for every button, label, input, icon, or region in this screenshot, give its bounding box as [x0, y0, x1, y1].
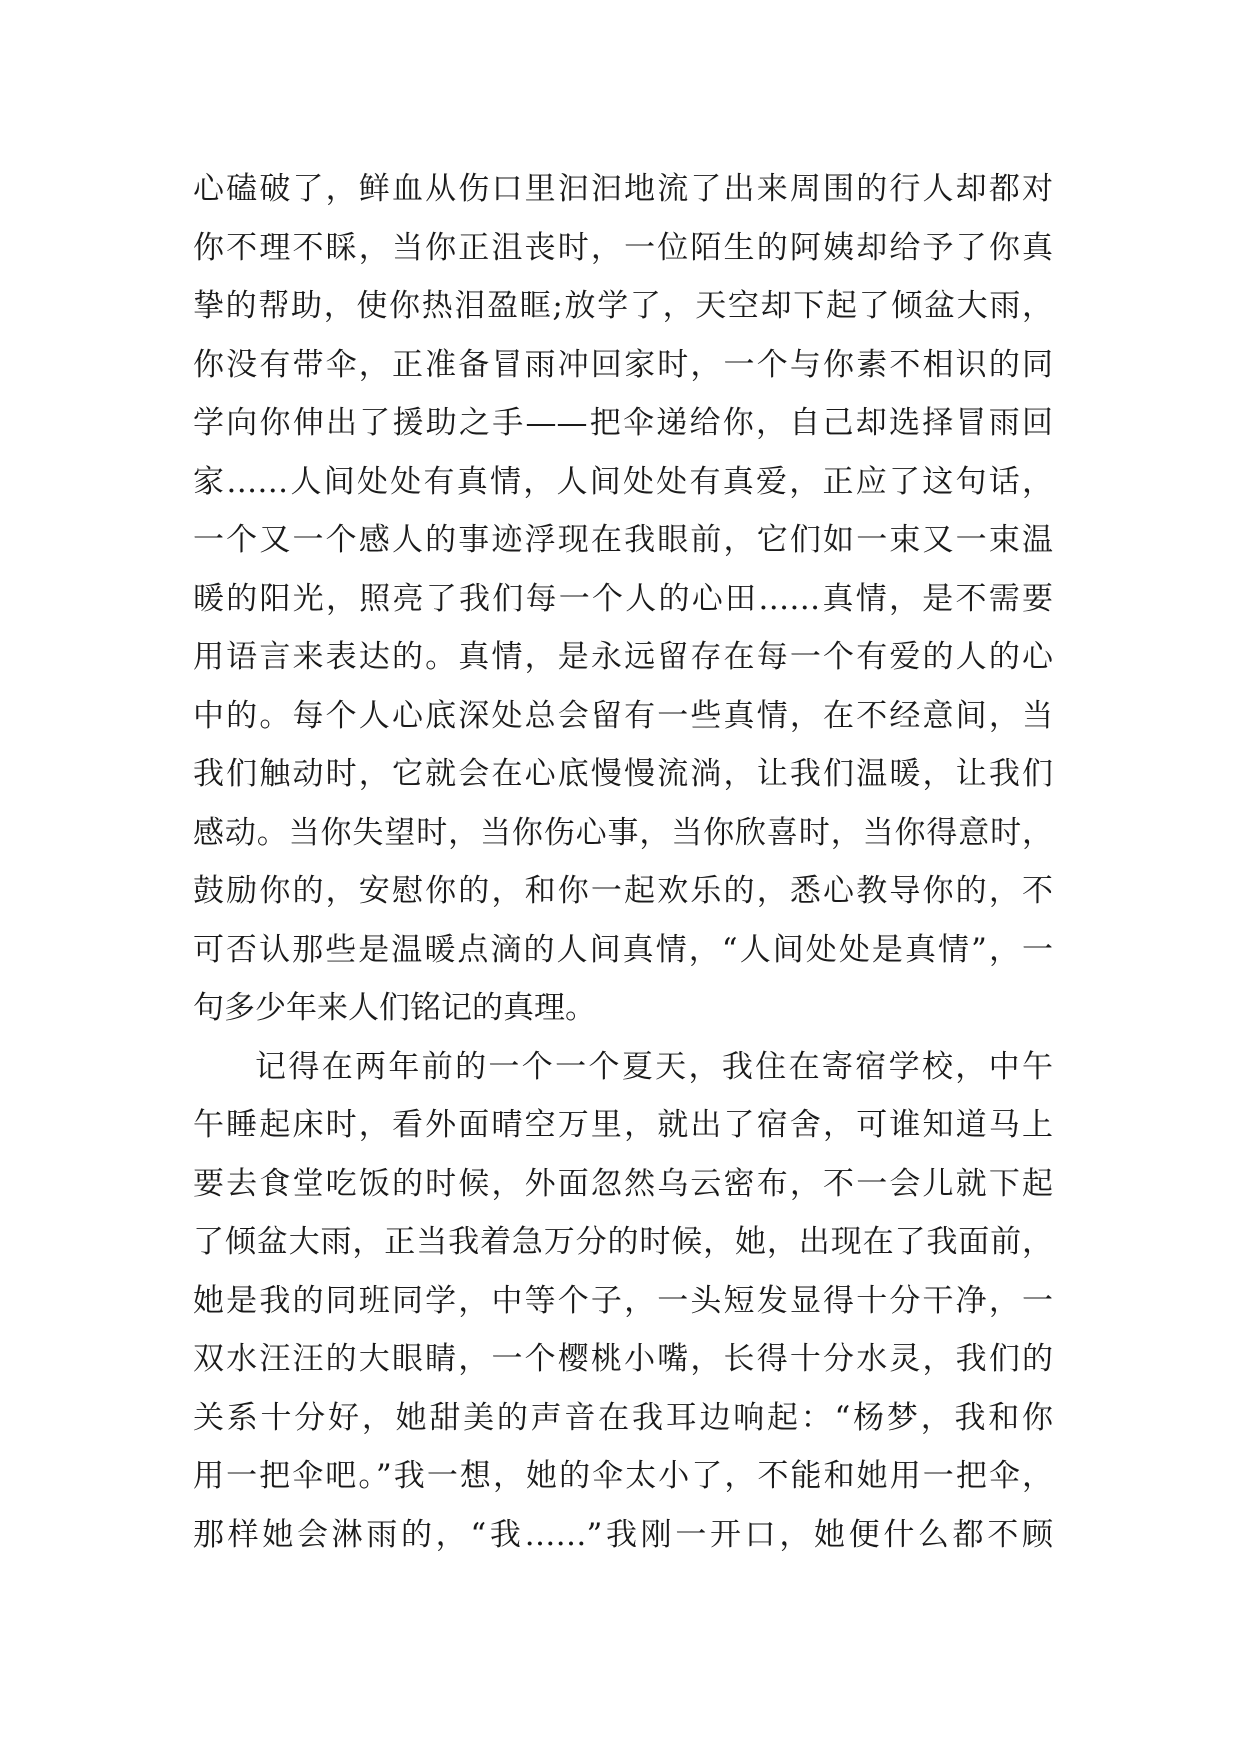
- paragraph-2-line-5: 她是我的同班同学，中等个子，一头短发显得十分干净，一: [193, 1282, 1053, 1319]
- paragraph-2-line-8: 用一把伞吧。”我一想，她的伞太小了，不能和她用一把伞，: [193, 1458, 1053, 1494]
- paragraph-1-line-3: 挚的帮助，使你热泪盈眶;放学了，天空却下起了倾盆大雨，: [193, 288, 1053, 324]
- paragraph-1-line-13: 鼓励你的，安慰你的，和你一起欢乐的，悉心教导你的，不: [193, 873, 1053, 909]
- paragraph-1-line-2: 你不理不睬，当你正沮丧时，一位陌生的阿姨却给予了你真: [193, 229, 1053, 266]
- paragraph-2-line-3: 要去食堂吃饭的时候，外面忽然乌云密布，不一会儿就下起: [193, 1165, 1053, 1202]
- paragraph-1-line-12: 感动。当你失望时，当你伤心事，当你欣喜时，当你得意时，: [193, 814, 1053, 851]
- paragraph-2-line-7: 关系十分好，她甜美的声音在我耳边响起：“杨梦，我和你: [193, 1399, 1053, 1436]
- document-body: [193, 160, 1053, 1564]
- paragraph-1-line-9: 用语言来表达的。真情，是永远留存在每一个有爱的人的心: [193, 639, 1053, 675]
- paragraph-1-line-1: 心磕破了，鲜血从伤口里汩汩地流了出来周围的行人却都对: [193, 171, 1053, 207]
- paragraph-2-line-1: 记得在两年前的一个一个夏天，我住在寄宿学校，中午: [255, 1048, 1053, 1085]
- paragraph-1-line-11: 我们触动时，它就会在心底慢慢流淌，让我们温暖，让我们: [193, 756, 1053, 792]
- paragraph-2-line-6: 双水汪汪的大眼睛，一个樱桃小嘴，长得十分水灵，我们的: [193, 1341, 1053, 1377]
- paragraph-1-line-5: 学向你伸出了援助之手——把伞递给你，自己却选择冒雨回: [193, 405, 1053, 441]
- paragraph-1-line-15: 句多少年来人们铭记的真理。: [193, 990, 596, 1026]
- paragraph-1-line-7: 一个又一个感人的事迹浮现在我眼前，它们如一束又一束温: [193, 522, 1053, 558]
- paragraph-1-line-8: 暖的阳光，照亮了我们每一个人的心田……真情，是不需要: [193, 580, 1053, 617]
- paragraph-2-line-9: 那样她会淋雨的，“我……”我刚一开口，她便什么都不顾: [193, 1516, 1053, 1553]
- paragraph-2-line-4: 了倾盆大雨，正当我着急万分的时候，她，出现在了我面前，: [193, 1224, 1053, 1260]
- paragraph-1-line-14: 可否认那些是温暖点滴的人间真情，“人间处处是真情”，一: [193, 931, 1053, 968]
- paragraph-1-line-4: 你没有带伞，正准备冒雨冲回家时，一个与你素不相识的同: [193, 346, 1053, 383]
- paragraph-2-line-2: 午睡起床时，看外面晴空万里，就出了宿舍，可谁知道马上: [193, 1107, 1053, 1143]
- paragraph-1-line-6: 家……人间处处有真情，人间处处有真爱，正应了这句话，: [193, 463, 1053, 500]
- paragraph-1-line-10: 中的。每个人心底深处总会留有一些真情，在不经意间，当: [193, 697, 1053, 734]
